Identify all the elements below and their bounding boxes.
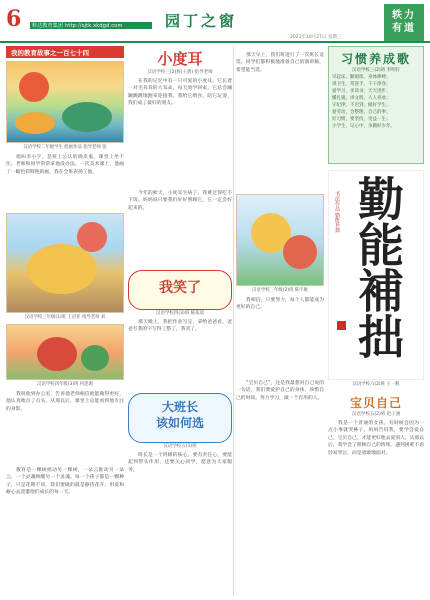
painting-shape-4 bbox=[81, 345, 109, 371]
header-rule bbox=[0, 41, 430, 43]
calligraphy-seal bbox=[337, 321, 346, 330]
habit-line: 小学生，记心中，争做好少年。 bbox=[332, 124, 395, 129]
article-byline-4: 汉语学校五(2)班 赵子涵 bbox=[351, 412, 401, 417]
painting-field-shape bbox=[15, 112, 55, 134]
painting-sun-shape bbox=[19, 72, 49, 102]
article-3-paragraph: 班长是一个班级的核心，要有责任心，要能起到带头作用，还要关心同学，愿意为大家服务。 bbox=[128, 453, 232, 473]
article-1-paragraph-2: 今年的秋天，小度耳生病了，我难过得吃不下饭。妈妈说只要我们好好照顾它，它一定会好起来的。 bbox=[128, 191, 232, 211]
story-paragraph-3: 教育是一棵树摇动另一棵树，一朵云推动另一朵云，一个灵魂唤醒另一个灵魂。每一个孩子都是一颗种子，只是花期不同，我们要做的就是静待花开，用爱和耐心去浇灌他们成长的每一天。 bbox=[6, 468, 124, 496]
article-title-bubble-3 bbox=[128, 393, 232, 443]
article-title-baobeiziji: 宝贝自己 bbox=[349, 396, 402, 410]
article-title-woxiaole: 我笑了 bbox=[159, 280, 201, 296]
column-left bbox=[6, 46, 124, 596]
habit-line: 早起床，勤锻炼，身体棒棒； bbox=[332, 75, 391, 80]
painting-caption-2: 汉语学校三年级(1)班 王语菲 指导老师 刘 bbox=[24, 315, 106, 320]
painting-shape-6 bbox=[283, 235, 317, 269]
painting-caption-3: 汉语学校四年级(3)班 何思源 bbox=[37, 382, 93, 387]
column3-paragraph-3: “宝贝自己”，这是我最想对自己说的一句话。我们要爱护自己的身体，珍惜自己的时间，努力学习，做一个有用的人。 bbox=[236, 381, 324, 401]
page-number: 6 bbox=[6, 6, 22, 32]
article-byline-1: 汉语学校三(2)班(王倩) 指导老师 bbox=[147, 70, 213, 75]
story-paragraph-1: 他叫李小宇，是班上公认的调皮鬼，课堂上坐不住，老师和同学常常拿他没办法。一次美术课上，他画了一幅色彩鲜艳的画，我在全班表扬了他。 bbox=[6, 155, 124, 175]
page-header bbox=[0, 0, 430, 44]
article-byline-3: 汉语学校五(1)班 bbox=[163, 444, 197, 449]
calligraphy-characters: 勤能補拙 bbox=[351, 175, 405, 359]
story-ribbon: 我的教育故事之一百七十四 bbox=[6, 46, 124, 58]
painting-figure-shape bbox=[27, 244, 97, 294]
column3-paragraph-1: 那天早上，我们班进行了一次班长竞选。同学们都积极地准备自己的演讲稿，希望能当选。 bbox=[236, 53, 324, 73]
article-byline-2: 汉语学校四(3)班 陈依晨 bbox=[155, 311, 205, 316]
header-bar-text: 科达教育集团 http://sjtk.xkdgd.com bbox=[32, 23, 123, 29]
section-title: 园丁之窗 bbox=[165, 12, 238, 30]
habit-line: 懂礼貌，讲文明，人人喜欢； bbox=[332, 96, 391, 101]
calligraphy-side-inscription: 书法作品 勤能补拙 bbox=[334, 191, 340, 233]
habit-line: 讲卫生，常洗手，干干净净； bbox=[332, 82, 391, 87]
masthead-logo bbox=[384, 4, 424, 42]
habit-line: 爱学习，多读书，天天进步； bbox=[332, 89, 391, 94]
painting-caption-1: 汉语学校二年级学生 绘画作品 指导老师 张 bbox=[23, 145, 107, 150]
story-paragraph-2: 我叫他到办公室，告诉他老师相信他能做得更好，他认真地点了点头，从那以后，课堂上总能看到他专注的身影。 bbox=[6, 392, 124, 412]
article-title-banzhang: 大班长 该如何选 bbox=[155, 400, 204, 430]
article-1-paragraph-1: 在我的记忆中有一只可爱的小度耳，它长着一对毛茸茸的大耳朵，每天放学回家，它总会蹦蹦跳跳地跑来迎接我。我给它喂食，陪它玩耍，我们成了最好的朋友。 bbox=[128, 79, 232, 107]
painting-image-1 bbox=[6, 61, 124, 143]
painting-image-2 bbox=[6, 213, 124, 313]
painting-caption-4: 汉语学校三年级(2)班 陈宇航 bbox=[252, 288, 308, 293]
painting-shape-3 bbox=[37, 337, 77, 371]
logo-line-2: 有道 bbox=[392, 23, 416, 34]
habit-line: 守纪律，不迟到，做好学生； bbox=[332, 103, 391, 108]
article-title-xiaoduer: 小度耳 bbox=[157, 50, 203, 68]
article-2-paragraph: 那天晚上，我把作业写完，拿给爸爸看，爸爸夸我的字写得工整了，我笑了。 bbox=[128, 320, 232, 333]
article-4-paragraph: 我是一个普通的女孩，有时候会因为一点小事就哭鼻子。妈妈告诉我，要学会爱自己，宝贝自己，才能更好地去爱别人。从那以后，我学会了照顾自己的情绪，遇到困难不再轻易哭泣，而是勇敢地面对。 bbox=[328, 421, 424, 456]
habit-line: 好习惯，要坚持，受益一生； bbox=[332, 117, 391, 122]
column3-paragraph-2: 我相信，只要努力，每个人都能成为更好的自己。 bbox=[236, 298, 324, 311]
column-center-right bbox=[236, 46, 324, 596]
column-right bbox=[328, 46, 424, 596]
painting-image-4 bbox=[236, 194, 324, 286]
painting-flower-shape bbox=[77, 222, 107, 252]
calligraphy-artwork bbox=[328, 170, 424, 380]
logo-line-1: 轶力 bbox=[392, 10, 416, 21]
habit-song-title: 习惯养成歌 bbox=[340, 52, 411, 66]
habit-line: 爱劳动，会整理，自己的事； bbox=[332, 110, 391, 115]
habit-song-box bbox=[328, 46, 424, 164]
calligraphy-caption: 汉语学校六(2)班 王一帆 bbox=[352, 382, 400, 387]
column-middle bbox=[128, 46, 232, 596]
issue-date: 2021年10月27日 星期三 bbox=[290, 35, 342, 40]
habit-song-byline: 汉语学校三(2)班 李明轩 bbox=[351, 68, 401, 73]
painting-image-3 bbox=[6, 324, 124, 380]
painting-hill-shape bbox=[62, 102, 112, 132]
article-title-bubble-2 bbox=[128, 270, 232, 310]
column-divider bbox=[233, 46, 234, 596]
